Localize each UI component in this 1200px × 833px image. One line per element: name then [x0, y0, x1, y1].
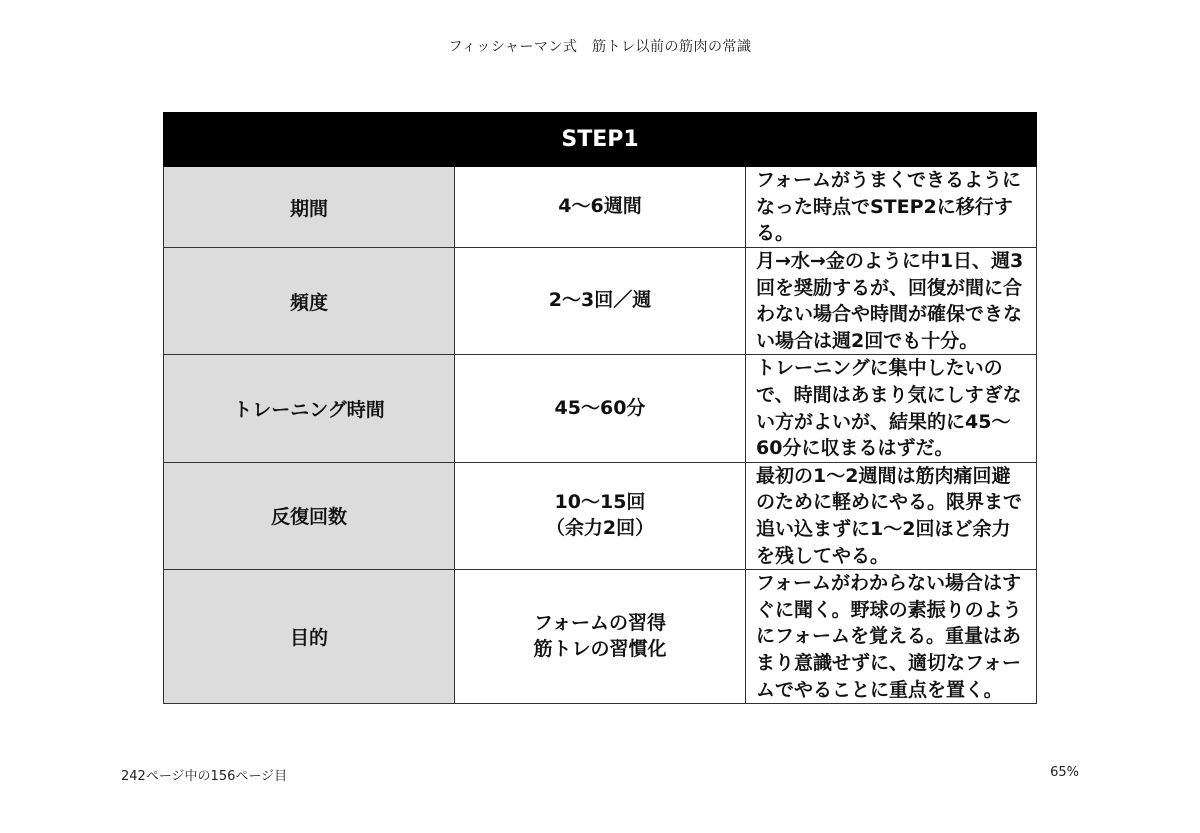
- table-heading: STEP1: [164, 113, 1037, 167]
- row-label: 頻度: [164, 248, 455, 355]
- zoom-level: 65%: [1050, 765, 1079, 780]
- row-value: 4〜6週間: [455, 167, 746, 248]
- row-label: トレーニング時間: [164, 355, 455, 462]
- book-title: フィッシャーマン式 筋トレ以前の筋肉の常識: [448, 39, 752, 55]
- row-label: 期間: [164, 167, 455, 248]
- row-description: フォームがうまくできるようになった時点でSTEP2に移行する。: [746, 167, 1037, 248]
- page-counter: 242ページ中の156ページ目: [121, 769, 288, 784]
- table-row-period: [164, 167, 1037, 248]
- row-value: フォームの習得 筋トレの習慣化: [455, 570, 746, 704]
- row-description: フォームがわからない場合はすぐに聞く。野球の素振りのようにフォームを覚える。重量はあまり意識せずに、適切なフォームでやることに重点を置く。: [746, 570, 1037, 704]
- row-value: 10〜15回 （余力2回）: [455, 462, 746, 569]
- row-description: 最初の1〜2週間は筋肉痛回避のために軽めにやる。限界まで追い込まずに1〜2回ほど余力を残してやる。: [746, 462, 1037, 569]
- table-row-frequency: [164, 248, 1037, 355]
- table-row-training-time: [164, 355, 1037, 462]
- row-description: 月→水→金のように中1日、週3回を奨励するが、回復が間に合わない場合や時間が確保できない場合は週2回でも十分。: [746, 248, 1037, 355]
- row-label: 目的: [164, 570, 455, 704]
- table-row-reps: [164, 462, 1037, 569]
- table-heading-row: [164, 113, 1037, 167]
- row-label: 反復回数: [164, 462, 455, 569]
- row-value: 2〜3回／週: [455, 248, 746, 355]
- row-description: トレーニングに集中したいので、時間はあまり気にしすぎない方がよいが、結果的に45〜60分に収まるはずだ。: [746, 355, 1037, 462]
- row-value: 45〜60分: [455, 355, 746, 462]
- step1-table: [163, 112, 1037, 704]
- table-row-purpose: [164, 570, 1037, 704]
